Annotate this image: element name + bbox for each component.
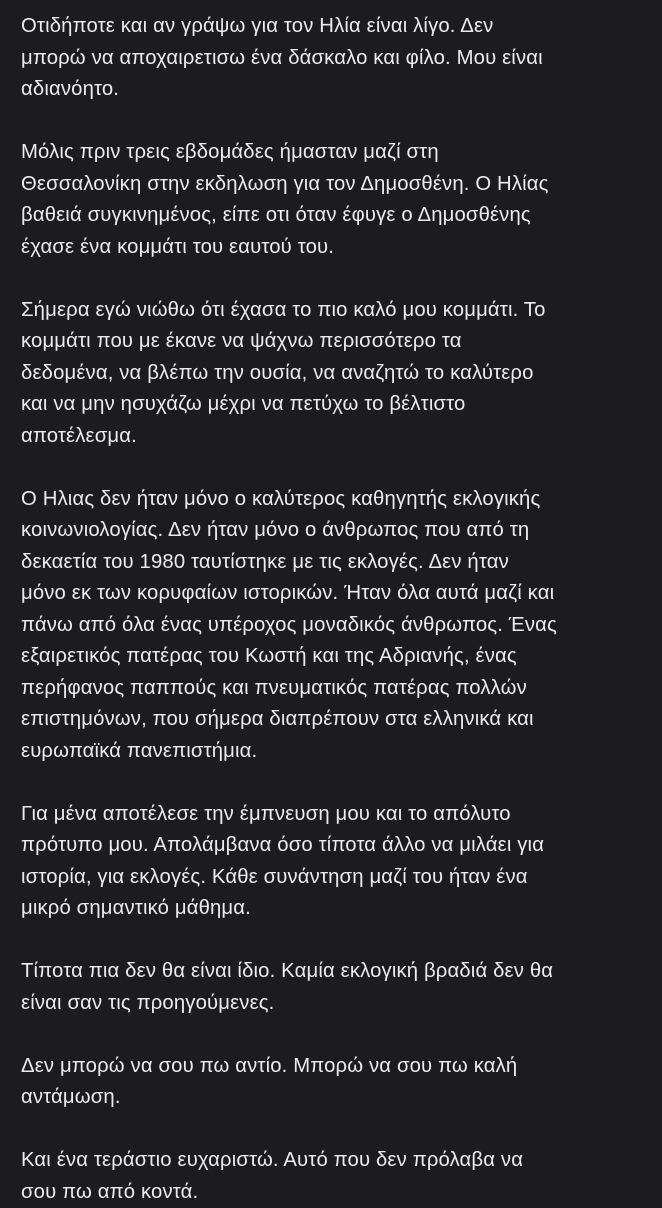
- text-line: Δεν μπορώ να σου πω αντίο. Μπορώ να σου πω καλή: [21, 1051, 642, 1083]
- text-line: ιστορία, για εκλογές. Κάθε συνάντηση μαζί του ήταν ένα: [21, 862, 642, 894]
- text-line: Σήμερα εγώ νιώθω ότι έχασα το πιο καλό μου κομμάτι. Το: [21, 295, 642, 327]
- paragraph: [21, 1051, 642, 1114]
- paragraph: [21, 956, 642, 1019]
- text-line: έχασε ένα κομμάτι του εαυτού του.: [21, 232, 642, 264]
- paragraph: [21, 295, 642, 453]
- text-line: μπορώ να αποχαιρετισω ένα δάσκαλο και φίλο. Μου είναι: [21, 43, 642, 75]
- text-line: επιστημόνων, που σήμερα διαπρέπουν στα ελληνικά και: [21, 704, 642, 736]
- text-line: είναι σαν τις προηγούμενες.: [21, 988, 642, 1020]
- paragraph: [21, 484, 642, 768]
- text-line: Τίποτα πια δεν θα είναι ίδιο. Καμία εκλογική βραδιά δεν θα: [21, 956, 642, 988]
- text-line: εξαιρετικός πατέρας του Κωστή και της Αδριανής, ένας: [21, 641, 642, 673]
- text-line: κομμάτι που με έκανε να ψάχνω περισσότερο τα: [21, 326, 642, 358]
- text-line: πάνω από όλα ένας υπέροχος μοναδικός άνθρωπος. Ένας: [21, 610, 642, 642]
- paragraph: [21, 1145, 642, 1208]
- paragraph: [21, 11, 642, 106]
- text-line: αδιανόητο.: [21, 74, 642, 106]
- text-line: αντάμωση.: [21, 1082, 642, 1114]
- text-line: δεδομένα, να βλέπω την ουσία, να αναζητώ το καλύτερο: [21, 358, 642, 390]
- text-line: Θεσσαλονίκη στην εκδηλωση για τον Δημοσθένη. Ο Ηλίας: [21, 169, 642, 201]
- text-line: βαθειά συγκινημένος, είπε οτι όταν έφυγε ο Δημοσθένης: [21, 200, 642, 232]
- text-line: μικρό σημαντικό μάθημα.: [21, 893, 642, 925]
- text-line: Και ένα τεράστιο ευχαριστώ. Αυτό που δεν πρόλαβα να: [21, 1145, 642, 1177]
- text-line: μόνο εκ των κορυφαίων ιστορικών. Ήταν όλα αυτά μαζί και: [21, 578, 642, 610]
- text-line: σου πω από κοντά.: [21, 1177, 642, 1208]
- text-line: Για μένα αποτέλεσε την έμπνευση μου και το απόλυτο: [21, 799, 642, 831]
- text-line: αποτέλεσμα.: [21, 421, 642, 453]
- text-line: Ο Ηλιας δεν ήταν μόνο ο καλύτερος καθηγητής εκλογικής: [21, 484, 642, 516]
- text-line: Οτιδήποτε και αν γράψω για τον Ηλία είναι λίγο. Δεν: [21, 11, 642, 43]
- text-line: περήφανος παππούς και πνευματικός πατέρας πολλών: [21, 673, 642, 705]
- text-line: πρότυπο μου. Απολάμβανα όσο τίποτα άλλο να μιλάει για: [21, 830, 642, 862]
- text-line: δεκαετία του 1980 ταυτίστηκε με τις εκλογές. Δεν ήταν: [21, 547, 642, 579]
- text-line: Μόλις πριν τρεις εβδομάδες ήμασταν μαζί στη: [21, 137, 642, 169]
- paragraph: [21, 799, 642, 925]
- text-line: κοινωνιολογίας. Δεν ήταν μόνο ο άνθρωπος που από τη: [21, 515, 642, 547]
- text-line: ευρωπαϊκά πανεπιστήμια.: [21, 736, 642, 768]
- paragraph: [21, 137, 642, 263]
- text-line: και να μην ησυχάζω μέχρι να πετύχω το βέλτιστο: [21, 389, 642, 421]
